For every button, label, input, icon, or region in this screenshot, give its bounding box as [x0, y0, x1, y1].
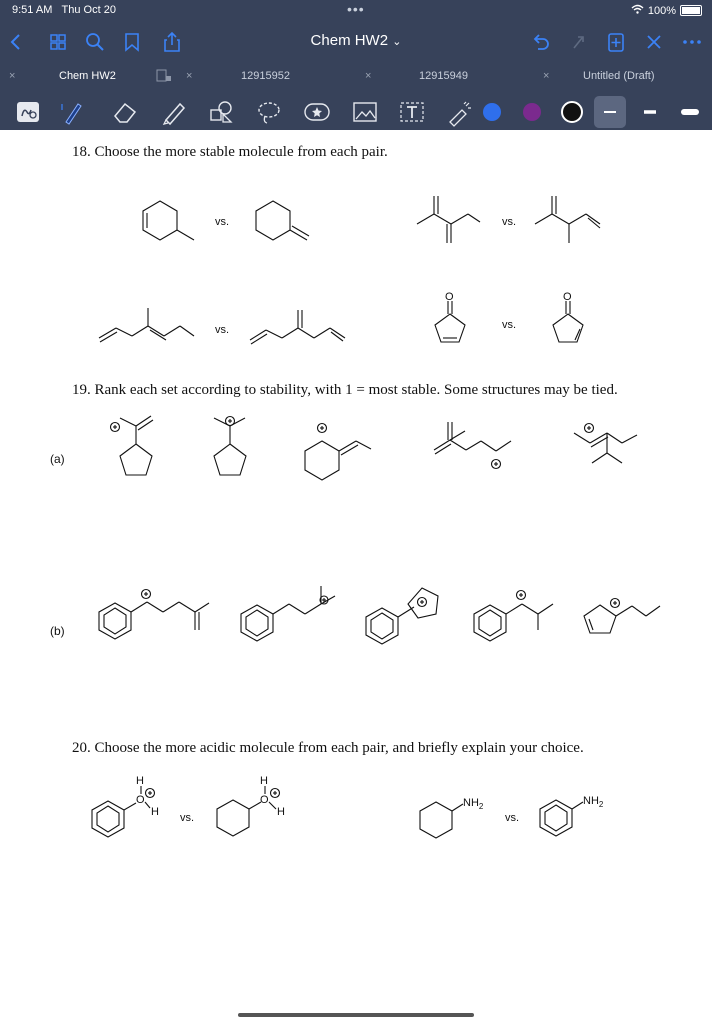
- amine-label: $NH_2$: [463, 797, 484, 811]
- structure-19a-2: [214, 417, 246, 476]
- home-indicator[interactable]: [238, 1013, 474, 1017]
- tab-12915952[interactable]: 12915952: [241, 70, 290, 82]
- structure-19b-4: [474, 591, 553, 642]
- vs-label: vs.: [215, 216, 230, 228]
- battery-icon: [680, 5, 702, 16]
- undo-icon[interactable]: [528, 30, 552, 54]
- nav-bar: [0, 24, 712, 60]
- highlighter-tool-icon[interactable]: [160, 98, 188, 126]
- status-bar: [0, 0, 712, 20]
- structure-diene-a: [417, 196, 480, 243]
- image-tool-icon[interactable]: [351, 98, 379, 126]
- vs-label: vs.: [502, 319, 517, 331]
- oxygen-label: O: [136, 794, 145, 806]
- color-swatch-purple[interactable]: [523, 103, 541, 121]
- chevron-down-icon: ⌄: [392, 36, 402, 48]
- pen-tool-icon[interactable]: [58, 98, 86, 126]
- elements-tool-icon[interactable]: [303, 98, 331, 126]
- structure-19b-5: [584, 599, 660, 634]
- color-swatch-black-selected[interactable]: [561, 101, 583, 123]
- tab-chem-hw2[interactable]: Chem HW2: [59, 70, 116, 82]
- part-b-label: (b): [50, 624, 65, 638]
- structure-19b-1: [99, 590, 209, 640]
- drawing-toolbar: [0, 94, 712, 130]
- question-18: 18. Choose the more stable molecule from each pair.: [72, 144, 388, 160]
- structure-triene-a: [99, 308, 194, 342]
- battery-percent: 100%: [647, 4, 676, 17]
- vs-label: vs.: [502, 216, 517, 228]
- structure-cyclohexene-methyl: [143, 201, 194, 240]
- battery-indicator: [631, 4, 702, 17]
- laser-pointer-icon[interactable]: [444, 98, 472, 126]
- eraser-tool-icon[interactable]: [111, 98, 139, 126]
- add-page-icon[interactable]: [604, 30, 628, 54]
- oxygen-label: O: [563, 291, 572, 303]
- tab-bar: [0, 64, 712, 90]
- split-view-icon[interactable]: [156, 69, 172, 86]
- structure-methylenecyclohexane: [256, 201, 309, 240]
- read-mode-icon[interactable]: [14, 98, 42, 126]
- amine-label: $NH_2$: [583, 795, 604, 809]
- structure-19b-2: [241, 586, 335, 641]
- lasso-tool-icon[interactable]: [255, 98, 283, 126]
- redo-icon[interactable]: [566, 30, 590, 54]
- vs-label: vs.: [215, 324, 230, 336]
- document-page[interactable]: [0, 130, 712, 1024]
- tab-12915949[interactable]: 12915949: [419, 70, 468, 82]
- structure-19a-5: [574, 424, 637, 464]
- color-swatch-blue[interactable]: [483, 103, 501, 121]
- wifi-icon: [631, 4, 644, 17]
- structure-triene-b: [250, 310, 345, 344]
- vs-label: vs.: [180, 812, 195, 824]
- oxygen-label: O: [445, 291, 454, 303]
- hydrogen-label: H: [260, 775, 268, 787]
- structure-cyclohexanol-protonated: [217, 786, 280, 836]
- text-tool-icon[interactable]: [398, 98, 426, 126]
- oxygen-label: O: [260, 794, 269, 806]
- question-19: 19. Rank each set according to stability, with 1 = most stable. Some structures may be tied.: [72, 382, 618, 398]
- structure-19a-1: [111, 416, 154, 475]
- vs-label: vs.: [505, 812, 520, 824]
- structure-cyclopentenone-a: [435, 301, 465, 342]
- structure-19a-4: [434, 422, 511, 469]
- stroke-thick-button[interactable]: [676, 98, 704, 126]
- more-icon[interactable]: [680, 30, 704, 54]
- status-time: 9:51 AM Thu Oct 20: [12, 4, 116, 16]
- question-20: 20. Choose the more acidic molecule from each pair, and briefly explain your choice.: [72, 740, 584, 756]
- tab-close-icon[interactable]: ×: [9, 70, 16, 82]
- part-a-label: (a): [50, 452, 65, 466]
- tab-untitled-draft[interactable]: Untitled (Draft): [583, 70, 655, 82]
- stroke-medium-button[interactable]: [636, 98, 664, 126]
- structure-cyclohexylamine: [420, 802, 463, 838]
- hydrogen-label: H: [277, 806, 285, 818]
- structure-aniline: [540, 800, 583, 836]
- app-chrome: [0, 0, 712, 130]
- structure-19a-3: [305, 424, 371, 481]
- tab-close-icon[interactable]: ×: [186, 70, 193, 82]
- hydrogen-label: H: [136, 775, 144, 787]
- hydrogen-label: H: [151, 806, 159, 818]
- close-icon[interactable]: [642, 30, 666, 54]
- shapes-tool-icon[interactable]: [207, 98, 235, 126]
- tab-close-icon[interactable]: ×: [365, 70, 372, 82]
- structure-cyclopentenone-b: [553, 301, 583, 342]
- chemistry-structures: [0, 130, 712, 1024]
- structure-phenol-protonated: [92, 786, 155, 837]
- structure-diene-b: [535, 196, 600, 243]
- structure-19b-3: [366, 588, 438, 644]
- stroke-thin-button[interactable]: [594, 96, 626, 128]
- tab-close-icon[interactable]: ×: [543, 70, 550, 82]
- document-title[interactable]: Chem HW2 ⌄: [310, 32, 402, 49]
- multitask-dots[interactable]: •••: [347, 1, 365, 17]
